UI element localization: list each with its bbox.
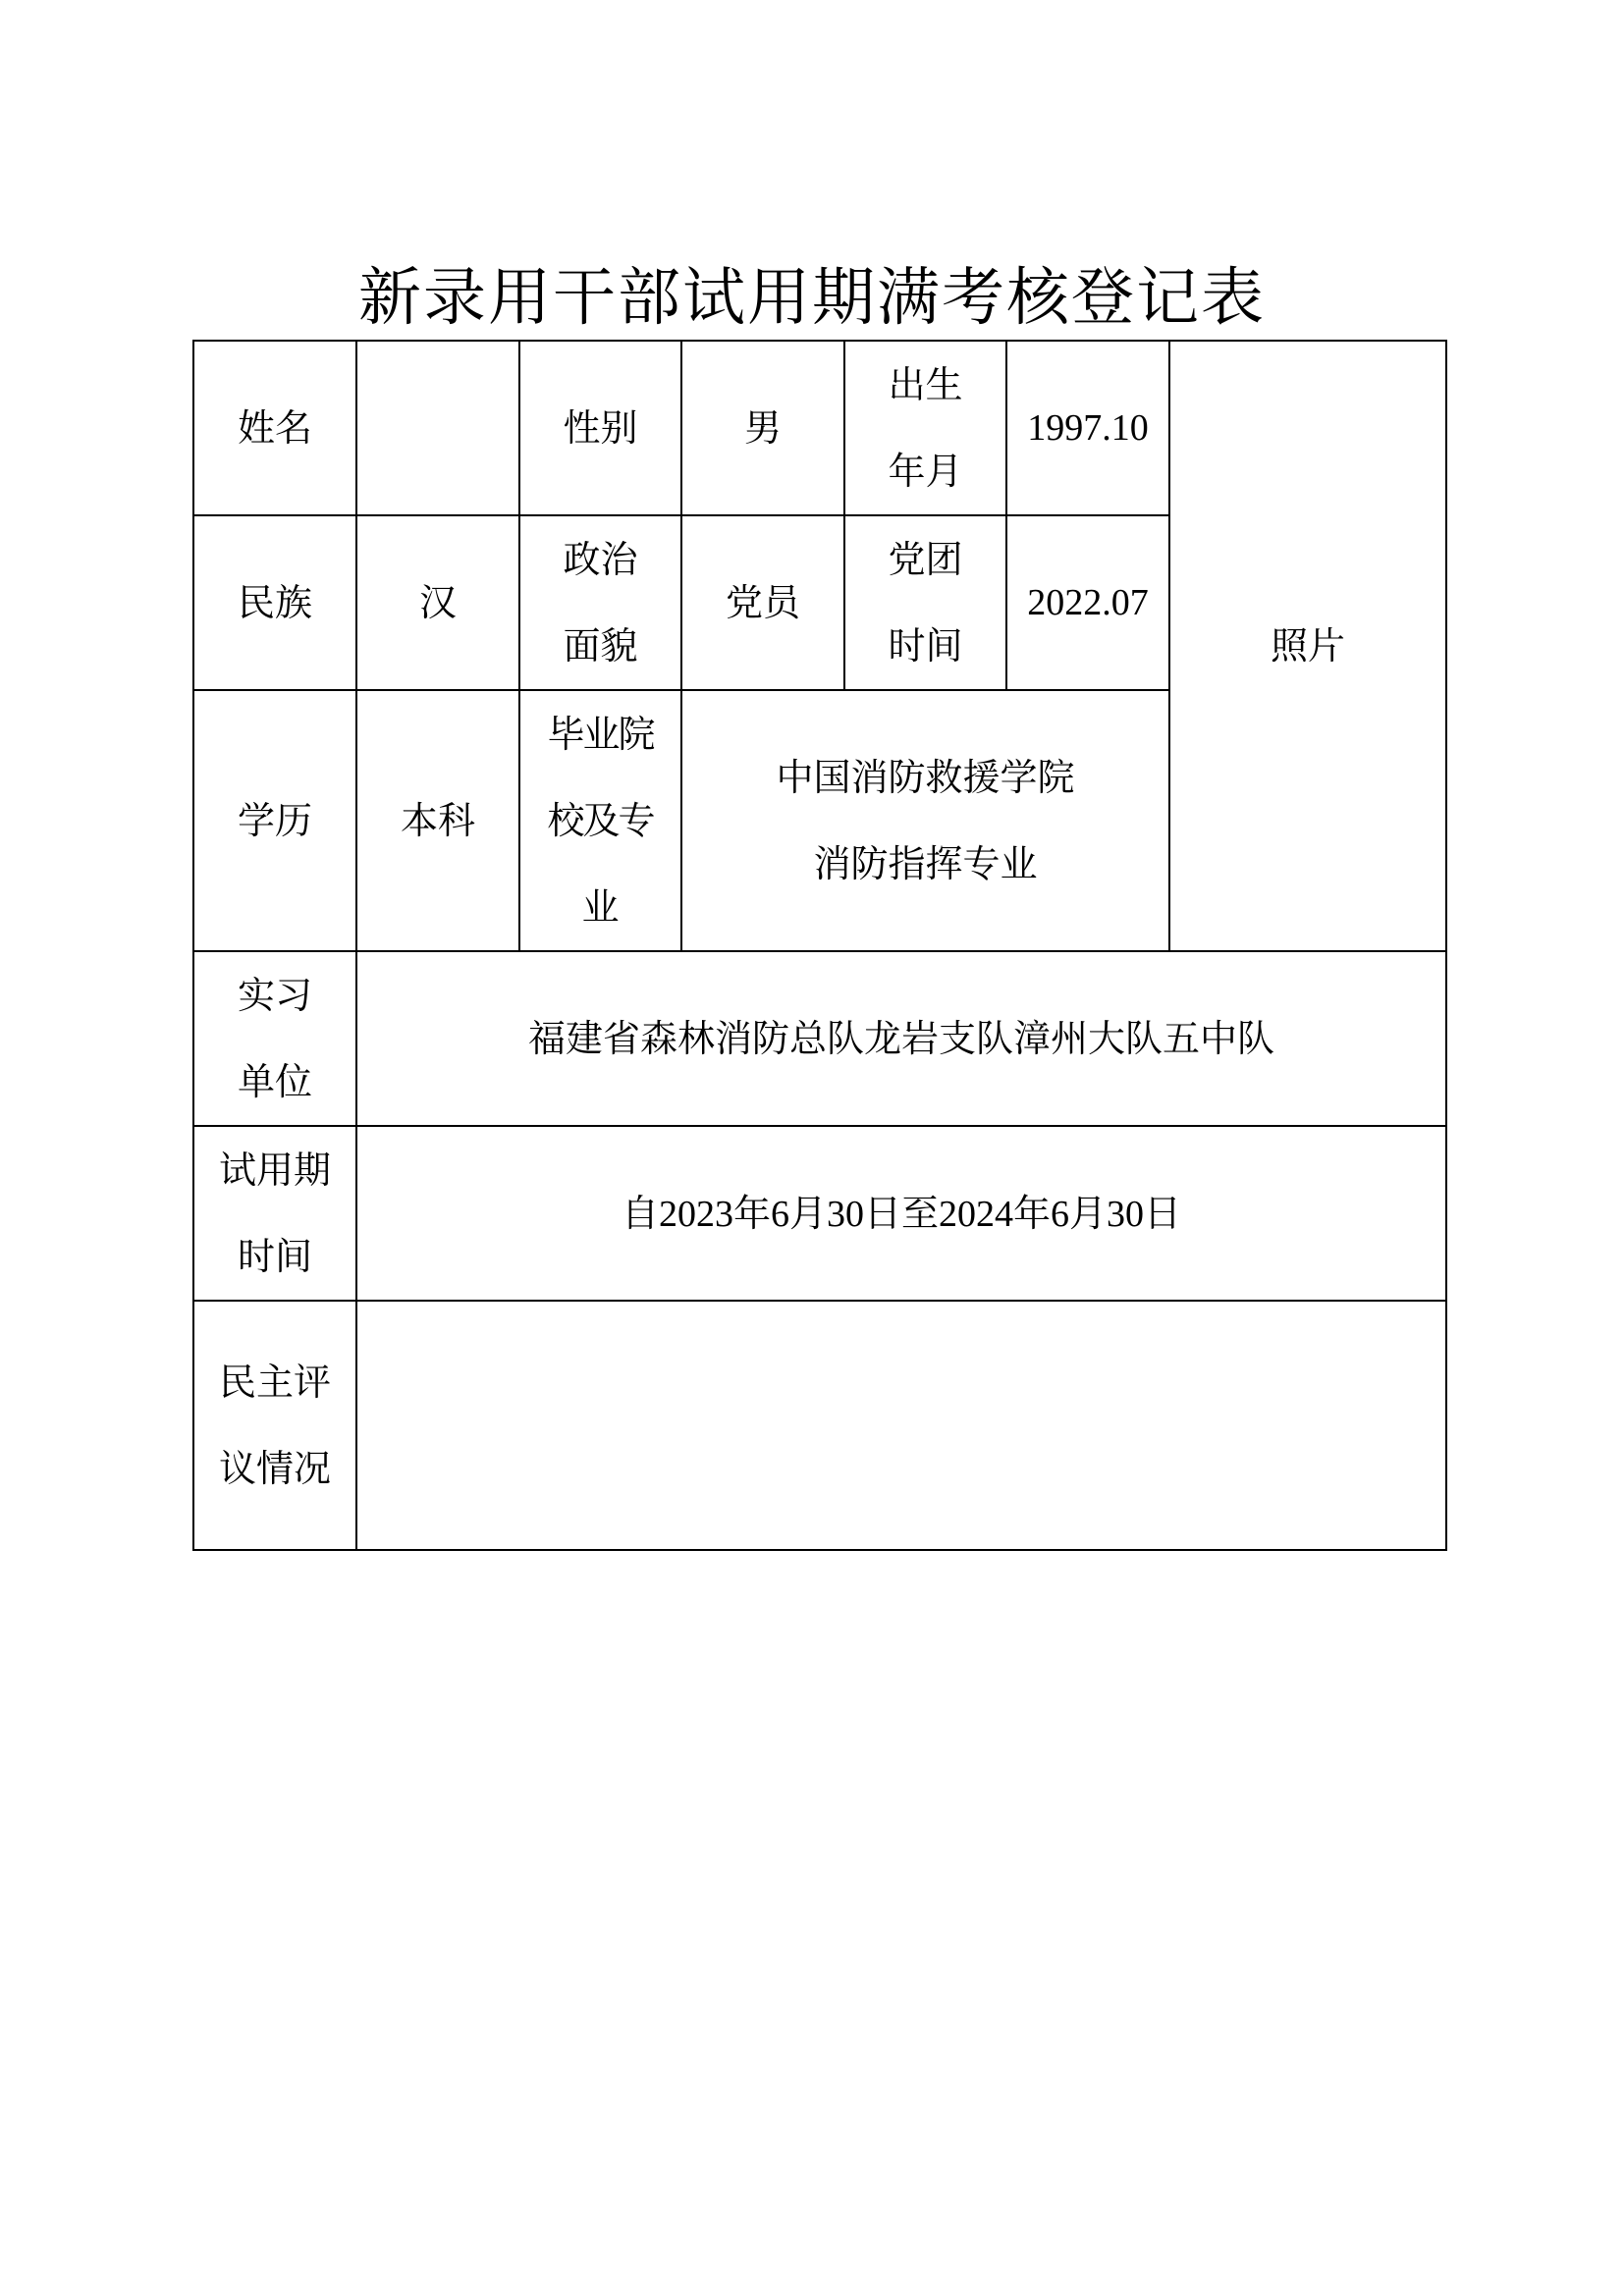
probation-text-part: 日 [1144,1191,1182,1235]
party-time-value[interactable]: 2022.07 [1006,515,1169,690]
birth-label-line2: 年月 [888,450,963,493]
political-value[interactable]: 党员 [681,515,844,690]
birth-label-line1: 出生 [888,363,963,406]
probation-text-part: 自 [621,1191,659,1235]
birth-value[interactable]: 1997.10 [1006,341,1169,515]
evaluation-label-cell [193,1301,356,1550]
form-row-name [193,341,1446,515]
school-label-line3: 业 [581,885,620,929]
school-label-line2: 校及专 [547,799,654,842]
photo-cell[interactable]: 照片 [1169,341,1446,951]
page-title: 新录用干部试用期满考核登记表 [358,262,1266,335]
internship-value[interactable]: 福建省森林消防总队龙岩支队漳州大队五中队 [356,951,1446,1126]
name-label: 姓名 [193,341,356,515]
party-time-label-line1: 党团 [888,538,963,581]
political-label-line1: 政治 [563,538,638,581]
probation-end-month: 6 [1051,1193,1070,1235]
school-label-cell [519,690,681,951]
name-value-cell[interactable] [356,341,519,515]
probation-text-part: 日至 [863,1191,939,1235]
gender-label: 性别 [519,341,681,515]
internship-label-line1: 实习 [237,974,312,1017]
probation-text-part: 年 [732,1191,771,1235]
probation-end-day: 30 [1107,1193,1145,1235]
evaluation-label-line1: 民主评 [218,1361,331,1404]
probation-label-cell [193,1126,356,1301]
form-row-internship [193,951,1446,1126]
probation-label-line2: 时间 [237,1235,312,1278]
probation-text-part: 月 [1069,1191,1108,1235]
probation-end-year: 2024 [939,1193,1013,1235]
probation-value[interactable] [356,1126,1446,1301]
evaluation-value-cell[interactable] [356,1301,1446,1550]
political-label-cell [519,515,681,690]
evaluation-label-line2: 议情况 [218,1447,331,1490]
school-value-cell[interactable] [681,690,1169,951]
probation-start-month: 6 [770,1193,789,1235]
probation-label-line1: 试用期 [218,1148,331,1192]
school-value-line2: 消防指挥专业 [813,842,1038,885]
education-label: 学历 [193,690,356,951]
form-row-probation [193,1126,1446,1301]
birth-label-cell [844,341,1006,515]
probation-text-part: 年 [1013,1191,1052,1235]
gender-value[interactable]: 男 [681,341,844,515]
probation-text-part: 月 [788,1191,827,1235]
ethnicity-value[interactable]: 汉 [356,515,519,690]
probation-start-day: 30 [826,1193,864,1235]
education-value[interactable]: 本科 [356,690,519,951]
internship-label-line2: 单位 [237,1060,312,1103]
ethnicity-label: 民族 [193,515,356,690]
internship-label-cell [193,951,356,1126]
registration-form-table [192,340,1447,1551]
probation-start-year: 2023 [658,1193,733,1235]
political-label-line2: 面貌 [563,624,638,667]
school-value-line1: 中国消防救援学院 [776,756,1075,799]
form-row-evaluation [193,1301,1446,1550]
party-time-label-line2: 时间 [888,624,963,667]
school-label-line1: 毕业院 [547,713,654,756]
party-time-label-cell [844,515,1006,690]
